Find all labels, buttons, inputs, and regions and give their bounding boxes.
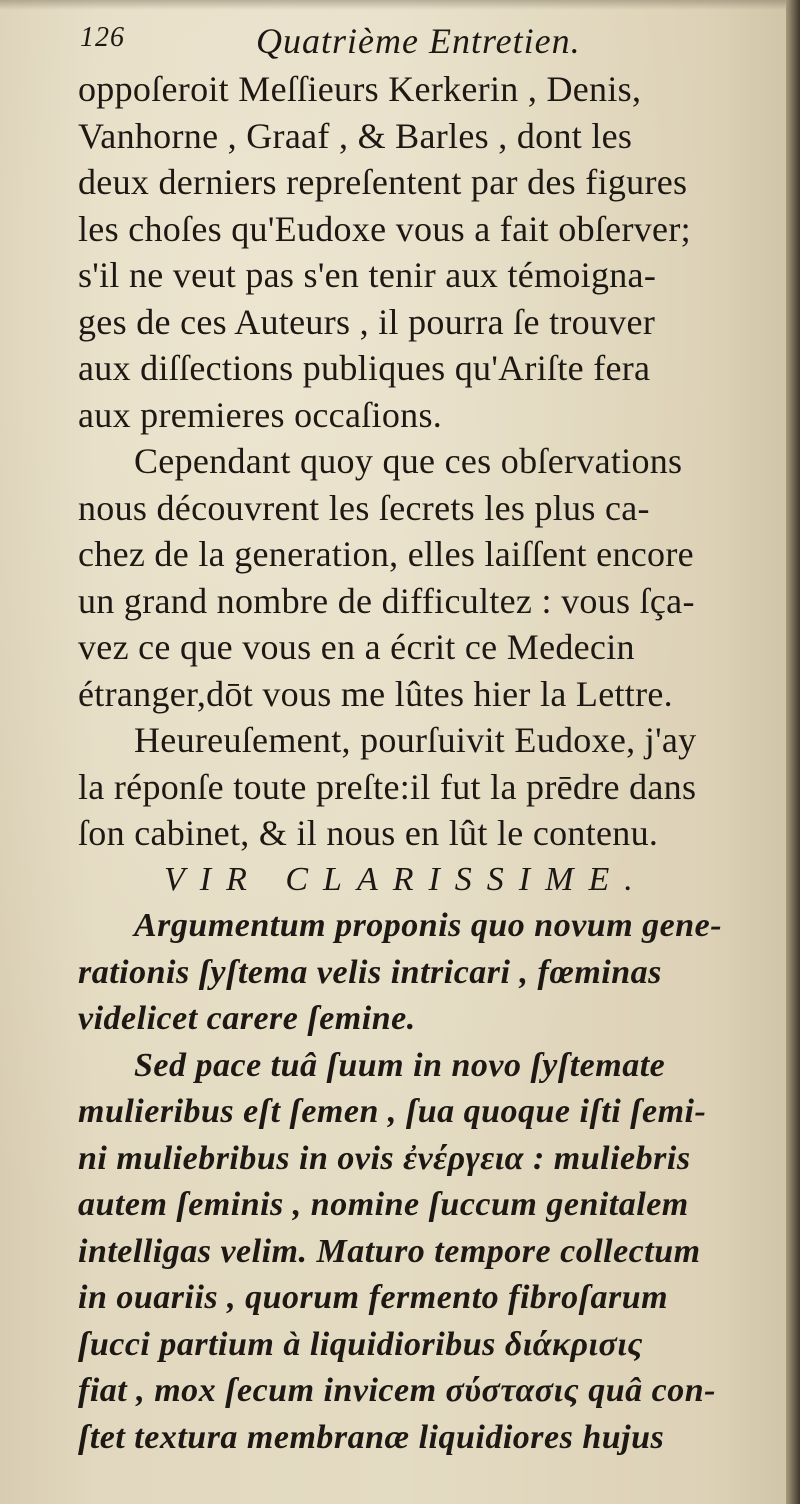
text-line: nous découvrent les ſecrets les plus ca- bbox=[78, 487, 650, 528]
text-line: deux derniers repreſentent par des figures bbox=[78, 162, 688, 202]
text-line: s'il ne veut pas s'en tenir aux témoigna- bbox=[78, 255, 657, 295]
text-line: ſon cabinet, & il nous en lût le contenu. bbox=[78, 813, 659, 853]
text-line: ges de ces Auteurs , il pourra ſe trouver bbox=[78, 301, 656, 342]
text-line: aux diſſections publiques qu'Ariſte fera bbox=[78, 348, 651, 388]
latin-text-line: Sed pace tuâ ſuum in novo ſyſtemate bbox=[134, 1046, 666, 1084]
latin-text-line: in ouariis , quorum fermento fibroſarum bbox=[78, 1279, 669, 1316]
text-line: vez ce que vous en a écrit ce Medecin bbox=[78, 627, 635, 667]
latin-text-line: Argumentum proponis quo novum gene- bbox=[134, 907, 723, 944]
text-line: la réponſe toute preſte:il fut la prēdre dans bbox=[78, 766, 697, 807]
page-header bbox=[80, 18, 780, 68]
text-line: oppoſeroit Meſſieurs Kerkerin , Denis, bbox=[78, 69, 642, 109]
latin-text-line: intelligas velim. Maturo tempore collectum bbox=[78, 1232, 701, 1270]
text-line: étranger,dōt vous me lûtes hier la Lettre. bbox=[78, 673, 673, 714]
text-line: un grand nombre de difficultez : vous ſça- bbox=[78, 580, 695, 621]
text-line: Heureuſement, pourſuivit Eudoxe, j'ay bbox=[134, 720, 697, 760]
latin-text-line: ni muliebribus in ovis ἐνέργεια : muliebris bbox=[78, 1139, 691, 1177]
text-line: Cependant quoy que ces obſervations bbox=[134, 441, 683, 481]
latin-text-line: ſucci partium à liquidioribus διάκρισις bbox=[78, 1325, 643, 1363]
page-top-shadow bbox=[0, 0, 800, 10]
text-line: Vanhorne , Graaf , & Barles , dont les bbox=[78, 115, 633, 156]
page-binding-edge bbox=[786, 0, 800, 1504]
body-text bbox=[78, 66, 768, 1461]
latin-text-line: fiat , mox ſecum invicem σύστασις quâ con- bbox=[78, 1372, 716, 1409]
text-line: chez de la generation, elles laiſſent encore bbox=[78, 534, 694, 574]
latin-text-line: mulieribus eſt ſemen , ſua quoque iſti ſemi- bbox=[78, 1093, 707, 1130]
latin-text-line: autem ſeminis , nomine ſuccum genitalem bbox=[78, 1186, 689, 1223]
latin-text-line: ſtet textura membranæ liquidiores hujus bbox=[78, 1418, 665, 1456]
letter-salutation: VIR CLARISSIME. bbox=[164, 860, 648, 898]
page-number: 126 bbox=[80, 22, 125, 53]
text-line: les choſes qu'Eudoxe vous a fait obſerver; bbox=[78, 208, 691, 249]
text-line: aux premieres occaſions. bbox=[78, 394, 443, 435]
running-title: Quatrième Entretien. bbox=[256, 21, 581, 61]
latin-text-line: rationis ſyſtema velis intricari , fœminas bbox=[78, 953, 662, 991]
latin-text-line: videlicet carere ſemine. bbox=[78, 1000, 416, 1037]
